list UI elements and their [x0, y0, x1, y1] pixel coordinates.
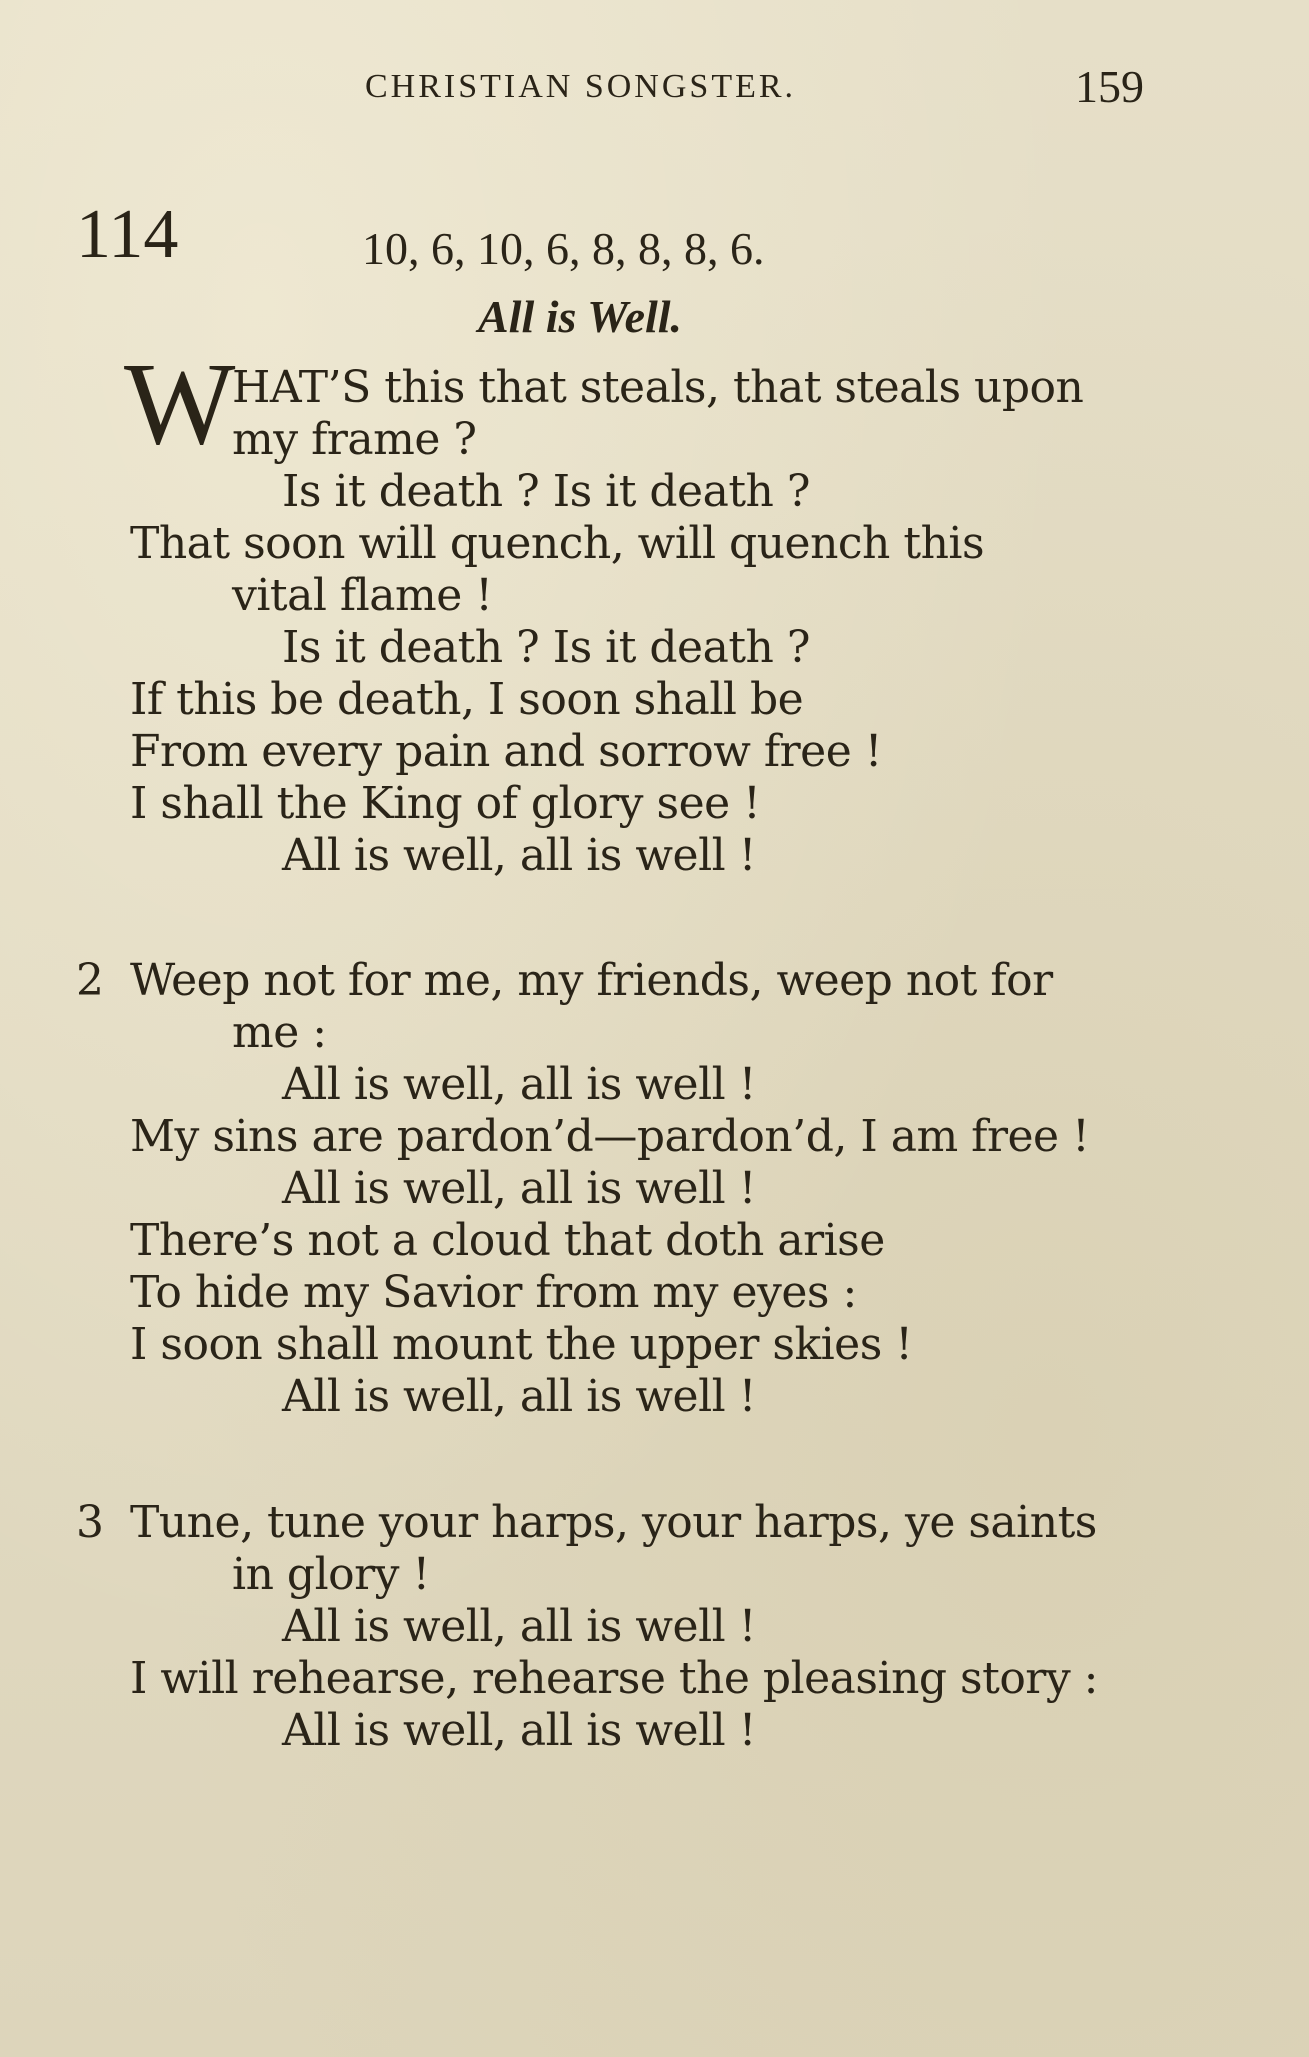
verse-1-line: my frame ?: [232, 414, 477, 465]
verse-3-line: in glory !: [232, 1549, 430, 1600]
verse-2-number: 2: [76, 955, 104, 1006]
verse-2-line: I soon shall mount the upper skies !: [130, 1319, 913, 1370]
verse-2-line: All is well, all is well !: [282, 1059, 756, 1110]
drop-cap: W: [124, 338, 236, 469]
running-head: CHRISTIAN SONGSTER.: [365, 68, 797, 105]
verse-2-line: To hide my Savior from my eyes :: [130, 1267, 857, 1318]
verse-3-line: I will rehearse, rehearse the pleasing story :: [130, 1653, 1099, 1704]
hymn-title: All is Well.: [478, 291, 683, 342]
verse-2-line: All is well, all is well !: [282, 1371, 756, 1422]
verse-3-number: 3: [76, 1497, 104, 1548]
verse-2-line: My sins are pardon’d—pardon’d, I am free !: [130, 1111, 1090, 1162]
verse-2-line: me :: [232, 1007, 327, 1058]
verse-1-line: If this be death, I soon shall be: [130, 674, 804, 725]
verse-2-line: Weep not for me, my friends, weep not for: [130, 955, 1053, 1006]
verse-1-line: vital flame !: [232, 570, 493, 621]
verse-1-line: Is it death ? Is it death ?: [282, 622, 810, 673]
verse-1-line: I shall the King of glory see !: [130, 778, 761, 829]
verse-1-line: HAT’S this that steals, that steals upon: [232, 362, 1084, 413]
verse-3-line: All is well, all is well !: [282, 1601, 756, 1652]
verse-1-line: Is it death ? Is it death ?: [282, 466, 810, 517]
hymn-number: 114: [76, 196, 179, 273]
verse-3-line: All is well, all is well !: [282, 1705, 756, 1756]
verse-1-line: All is well, all is well !: [282, 830, 756, 881]
verse-3-line: Tune, tune your harps, your harps, ye saints: [130, 1497, 1097, 1548]
verse-2-line: All is well, all is well !: [282, 1163, 756, 1214]
verse-1-line: That soon will quench, will quench this: [130, 518, 985, 569]
verse-1-line: From every pain and sorrow free !: [130, 726, 882, 777]
hymn-meter: 10, 6, 10, 6, 8, 8, 8, 6.: [362, 223, 765, 274]
verse-2-line: There’s not a cloud that doth arise: [130, 1215, 885, 1266]
page-number: 159: [1075, 61, 1144, 112]
